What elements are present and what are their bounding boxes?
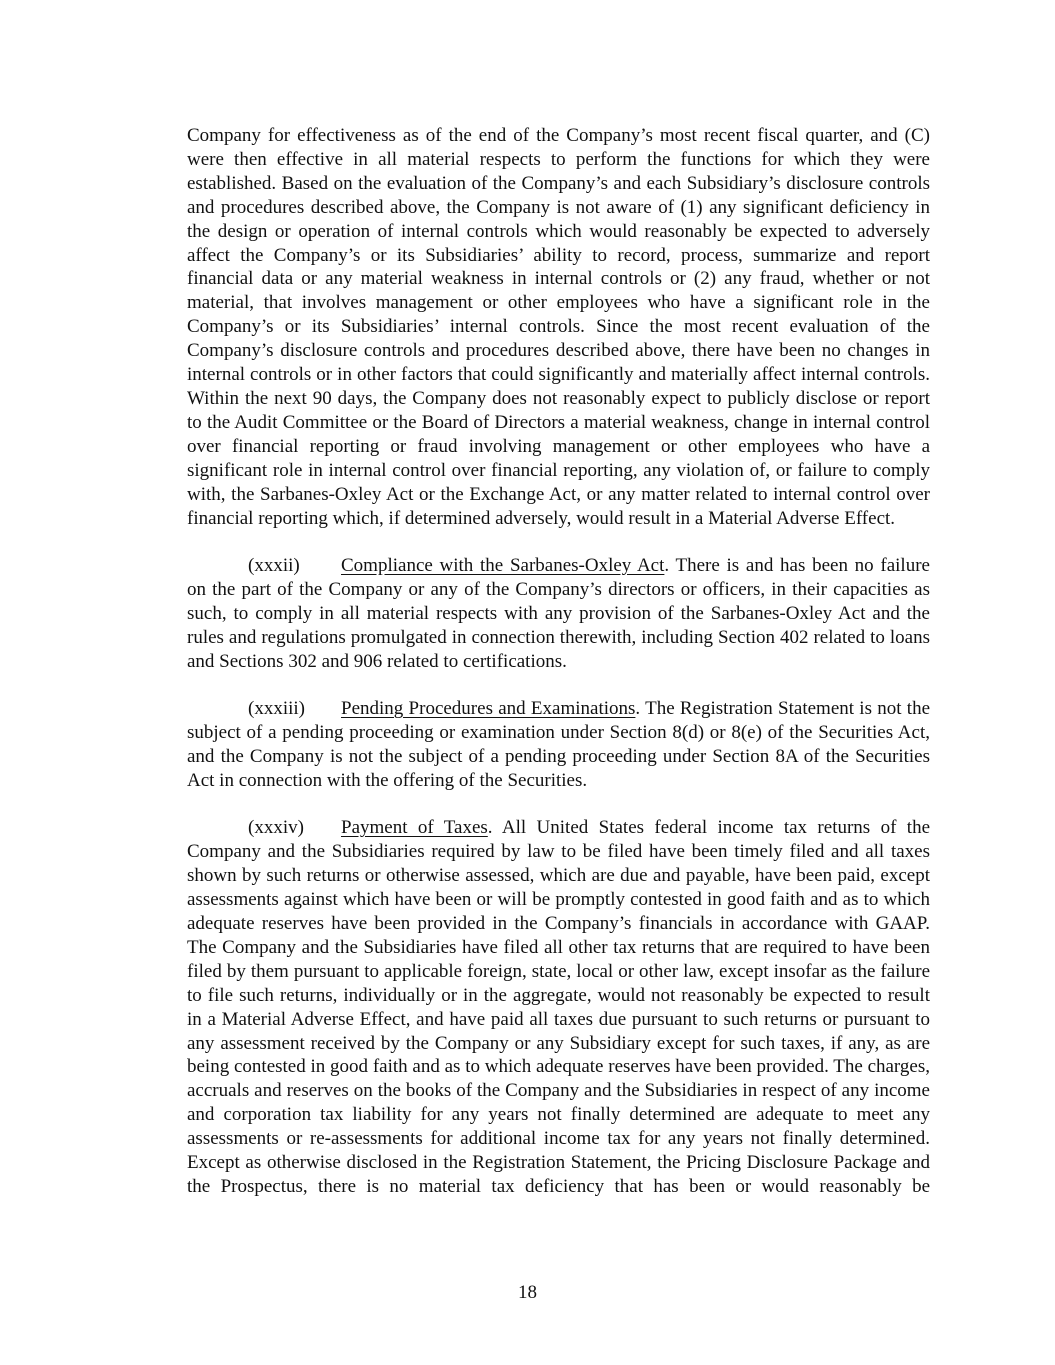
paragraph-xxxiv: [187, 816, 930, 1199]
document-page: [187, 124, 930, 1199]
section-heading: Compliance with the Sarbanes-Oxley Act: [341, 555, 665, 576]
paragraph-text: . The Registration Statement is not the subject of a pending proceeding or examination under Section 8(d) or 8(e) of the Securities Act, and the Company is not the subject of a pending proceeding under Section 8A of the Securities Act in connection with the offering of the Securities.: [187, 698, 931, 791]
section-number: (xxxiv): [248, 817, 304, 839]
section-number: (xxxii): [248, 555, 300, 576]
section-number: (xxxiii): [248, 698, 305, 720]
paragraph-text: . There is and has been no failure on the part of the Company or any of the Company’s directors or officers, in their capacities as such, to comply in all material respects with any provision of the Sarbanes-Oxley Act and the rules and regulations promulgated in connection therewith, including Section 402 related to loans and Sections 302 and 906 related to certifications.: [187, 555, 930, 672]
section-heading: Pending Procedures and Examinations: [341, 698, 636, 720]
paragraph-xxxii: [187, 554, 930, 674]
page-number: 18: [518, 1282, 537, 1303]
paragraph-xxxiii: [187, 697, 930, 793]
section-heading: Payment of Taxes: [341, 817, 488, 839]
paragraph-disclosure-controls-continued: [187, 124, 930, 530]
paragraph-text: . All United States federal income tax returns of the Company and the Subsidiaries required by law to be filed have been timely filed and all taxes shown by such returns or otherwise assessed, which are due and payable, have been paid, except assessments against which have been or will be promptly contested in good faith and as to which adequate reserves have been provided in the Company’s financials in accordance with GAAP. The Company and the Subsidiaries have filed all other tax returns that are required to have been filed by them pursuant to applicable foreign, state, local or other law, except insofar as the failure to file such returns, individually or in the aggregate, would not reasonably be expected to result in a Material Adverse Effect, and have paid all taxes due pursuant to such returns or pursuant to any assessment received by the Company or any Subsidiary except for such taxes, if any, as are being contested in good faith and as to which adequate reserves have been provided. The charges, accruals and reserves on the books of the Company and the Subsidiaries in respect of any income and corporation tax liability for any years not finally determined are adequate to meet any assessments or re-assessments for additional income tax for any years not finally determined. Except as otherwise disclosed in the Registration Statement, the Pricing Disclosure Package and the Prospectus, there is no material tax deficiency that has been or would reasonably be: [187, 817, 931, 1197]
paragraph-text: Company for effectiveness as of the end of the Company’s most recent fiscal quarter, and (C) were then effective in all material respects to perform the functions for which they were established. Based on the evaluation of the Company’s and each Subsidiary’s disclosure controls and procedures described above, the Company is not aware of (1) any significant deficiency in the design or operation of internal controls which would reasonably be expected to adversely affect the Company’s or its Subsidiaries’ ability to record, process, summarize and report financial data or any material weakness in internal controls or (2) any fraud, whether or not material, that involves management or other employees who have a significant role in the Company’s or its Subsidiaries’ internal controls. Since the most recent evaluation of the Company’s disclosure controls and procedures described above, there have been no changes in internal controls or in other factors that could significantly and materially affect internal controls. Within the next 90 days, the Company does not reasonably expect to publicly disclose or report to the Audit Committee or the Board of Directors a material weakness, change in internal control over financial reporting or fraud involving management or other employees who have a significant role in internal control over financial reporting, any violation of, or failure to comply with, the Sarbanes-Oxley Act or the Exchange Act, or any matter related to internal control over financial reporting which, if determined adversely, would result in a Material Adverse Effect.: [187, 125, 930, 529]
